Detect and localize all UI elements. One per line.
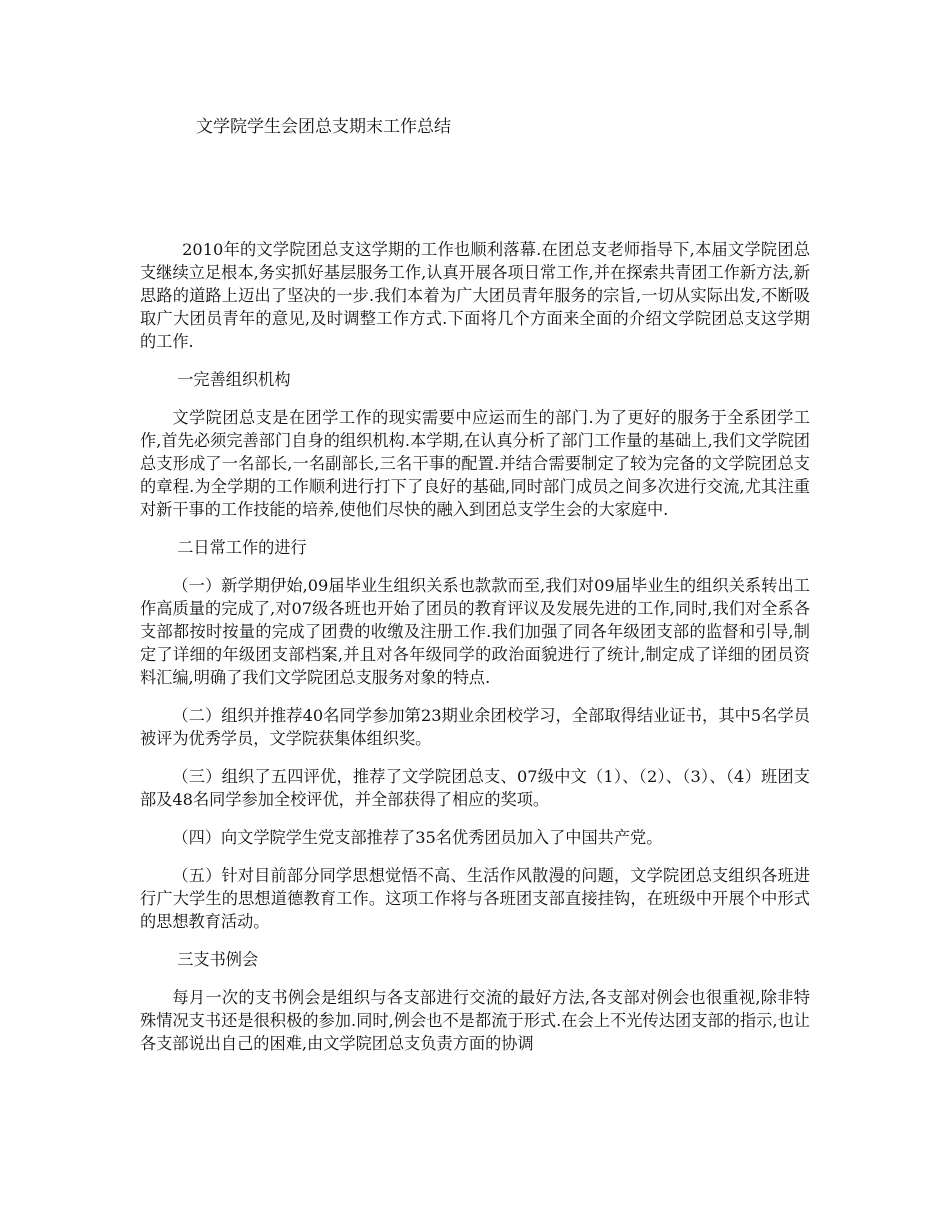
daily-work-item: （一）新学期伊始,09届毕业生组织关系也款款而至,我们对09届毕业生的组织关系转出工作高质量的完成了,对07级各班也开始了团员的教育评议及发展先进的工作,同时,我们对全系各支部都按时按量的完成了团费的收缴及注册工作.我们加强了同各年级团支部的监督和引导,制定了详细的年级团支部档案,并且对各年级同学的政治面貌进行了统计,制定成了详细的团员资料汇编,明确了我们文学院团总支服务对象的特点.: [140, 576, 810, 687]
section-paragraph-organization: 文学院团总支是在团学工作的现实需要中应运而生的部门.为了更好的服务于全系团学工作,首先必须完善部门自身的组织机构.本学期,在认真分析了部门工作量的基础上,我们文学院团总支形成了一名部长,一名副部长,三名干事的配置.并结合需要制定了较为完备的文学院团总支的章程.为全学期的工作顺利进行打下了良好的基础,同时部门成员之间多次进行交流,尤其注重对新干事的工作技能的培养,使他们尽快的融入到团总支学生会的大家庭中.: [140, 408, 810, 519]
daily-work-item: （五）针对目前部分同学思想觉悟不高、生活作风散漫的问题，文学院团总支组织各班进行广大学生的思想道德教育工作。这项工作将与各班团支部直接挂钩，在班级中开展个中形式的思想教育活动。: [140, 866, 810, 931]
section-heading-branch-meeting: 三支书例会: [177, 950, 259, 969]
section-heading-daily-work: 二日常工作的进行: [177, 538, 307, 557]
intro-paragraph: 2010年的文学院团总支这学期的工作也顺利落幕.在团总支老师指导下,本届文学院团总支继续立足根本,务实抓好基层服务工作,认真开展各项日常工作,并在探索共青团工作新方法,新思路的道路上迈出了坚决的一步.我们本着为广大团员青年服务的宗旨,一切从实际出发,不断吸取广大团员青年的意见,及时调整工作方式.下面将几个方面来全面的介绍文学院团总支这学期的工作.: [140, 240, 810, 351]
section-paragraph-branch-meeting: 每月一次的支书例会是组织与各支部进行交流的最好方法,各支部对例会也很重视,除非特殊情况支书还是很积极的参加.同时,例会也不是都流于形式.在会上不光传达团支部的指示,也让各支部说出自己的困难,由文学院团总支负责方面的协调: [140, 988, 810, 1053]
document-body: [140, 238, 810, 1070]
daily-work-item: （四）向文学院学生党支部推荐了35名优秀团员加入了中国共产党。: [172, 828, 663, 847]
daily-work-item: （三）组织了五四评优，推荐了文学院团总支、07级中文（1）、（2）、（3）、（4）班团支部及48名同学参加全校评优，并全部获得了相应的奖项。: [140, 767, 810, 809]
document-title: 文学院学生会团总支期末工作总结: [196, 117, 451, 137]
daily-work-item: （二）组织并推荐40名同学参加第23期业余团校学习，全部取得结业证书，其中5名学员被评为优秀学员，文学院获集体组织奖。: [140, 706, 810, 748]
section-heading-organization: 一完善组织机构: [177, 370, 291, 389]
